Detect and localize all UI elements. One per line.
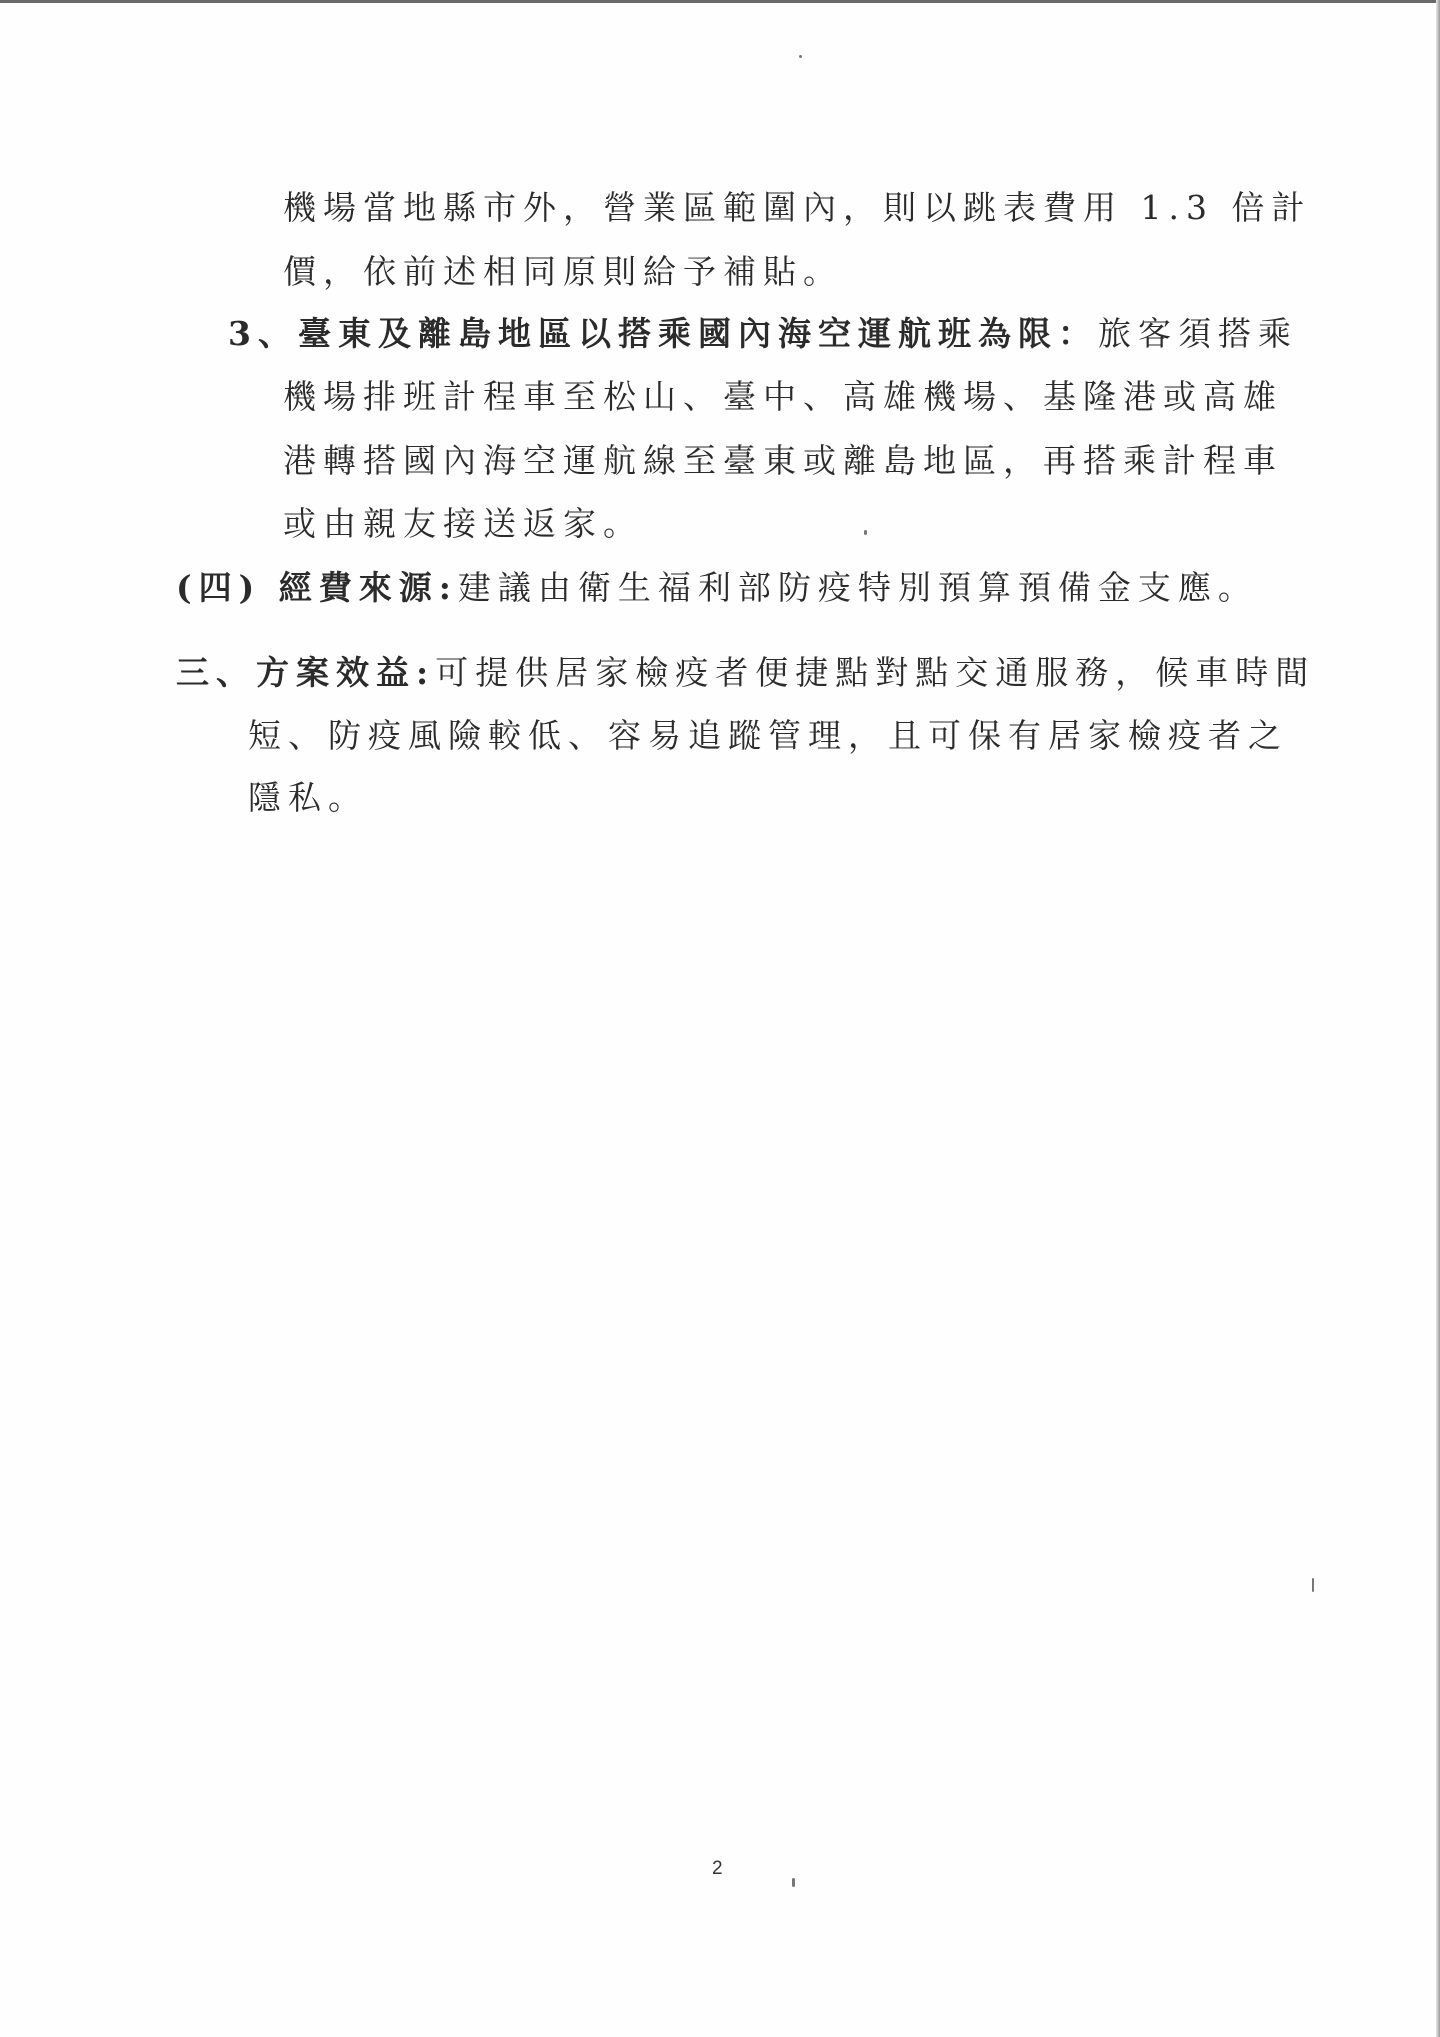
paragraph-line: 機場當地縣市外，營業區範圍內，則以跳表費用 1.3 倍計 [283, 188, 1312, 227]
paragraph-line: 港轉搭國內海空運航線至臺東或離島地區，再搭乘計程車 [283, 441, 1283, 480]
section-4-line [176, 568, 1258, 608]
section-text: 建議由衛生福利部防疫特別預算預備金支應。 [457, 568, 1258, 607]
scan-speck [864, 530, 867, 535]
list-item-heading: 臺東及離島地區以搭乘國內海空運航班為限： [297, 314, 1098, 353]
paragraph-line: 機場排班計程車至松山、臺中、高雄機場、基隆港或高雄 [283, 377, 1283, 416]
paragraph-line: 短、防疫風險較低、容易追蹤管理，且可保有居家檢疫者之 [248, 716, 1288, 755]
section-text: 可提供居家檢疫者便捷點對點交通服務，候車時間 [435, 653, 1316, 692]
scan-speck [799, 55, 802, 58]
paragraph-line: 或由親友接送返家。 [283, 504, 643, 543]
paragraph-line: 隱私。 [248, 778, 368, 817]
scan-speck [1312, 1578, 1314, 1592]
list-item-number: 3、 [228, 314, 298, 353]
scan-edge-right [1436, 0, 1440, 2037]
scan-edge-top [0, 0, 1440, 3]
section-benefits-first-line [176, 653, 1315, 693]
section-number: (四) [176, 568, 262, 607]
section-heading: 經費來源: [278, 568, 458, 607]
section-heading: 方案效益: [256, 653, 436, 692]
page-number: 2 [712, 1858, 723, 1879]
list-item-text: 旅客須搭乘 [1097, 314, 1298, 353]
section-number: 三、 [176, 653, 256, 692]
list-item-3-first-line [228, 314, 1298, 354]
paragraph-line: 價，依前述相同原則給予補貼。 [283, 252, 843, 291]
scan-speck [792, 1878, 795, 1887]
